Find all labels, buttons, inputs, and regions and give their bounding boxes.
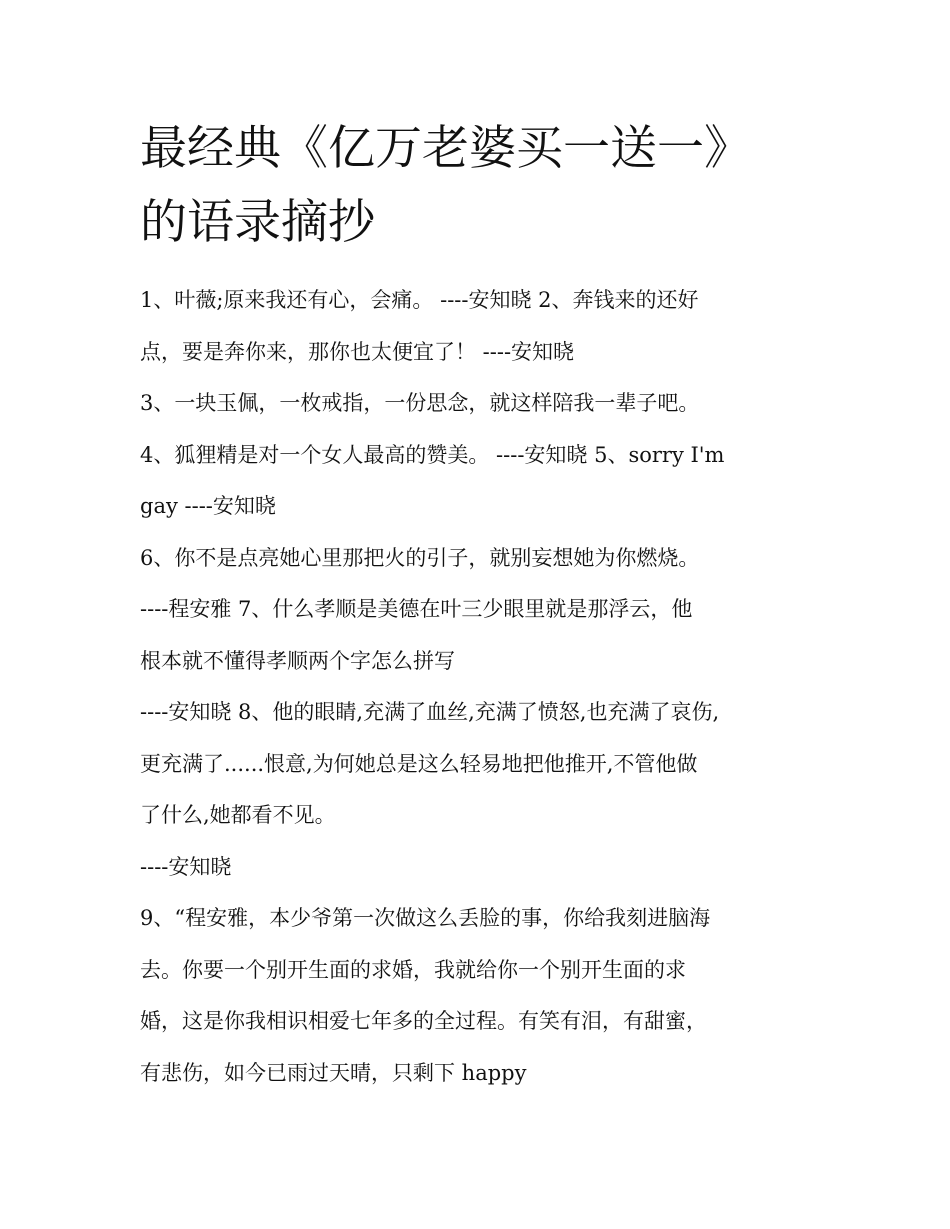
text-line: 婚，这是你我相识相爱七年多的全过程。有笑有泪，有甜蜜， — [140, 1009, 707, 1033]
text-line: ----程安雅 7、什么孝顺是美德在叶三少眼里就是那浮云，他 — [140, 597, 693, 621]
text-line: 去。你要一个别开生面的求婚，我就给你一个别开生面的求 — [140, 957, 686, 982]
text-line: ----安知晓 — [140, 854, 232, 879]
text-line: ----安知晓 8、他的眼睛,充满了血丝,充满了愤怒,也充满了哀伤, — [140, 700, 720, 724]
title-line: 最经典《亿万老婆买一送一》 — [140, 121, 751, 176]
title-line: 的语录摘抄 — [140, 195, 375, 250]
text-line: 6、你不是点亮她心里那把火的引子，就别妄想她为你燃烧。 — [140, 545, 700, 570]
page-title — [140, 112, 820, 260]
text-line: 根本就不懂得孝顺两个字怎么拼写 — [140, 648, 455, 673]
text-line: 更充满了......恨意,为何她总是这么轻易地把他推开,不管他做 — [140, 751, 698, 776]
text-line: 有悲伤，如今已雨过天晴，只剩下 happy — [140, 1060, 527, 1085]
text-line: 9、“程安雅，本少爷第一次做这么丢脸的事，你给我刻进脑海 — [140, 906, 711, 930]
text-line: 了什么,她都看不见。 — [140, 803, 336, 827]
text-line: 1、叶薇;原来我还有心，会痛。 ----安知晓 2、奔钱来的还好 — [140, 288, 699, 312]
quote-list — [140, 275, 820, 1099]
text-line: 4、狐狸精是对一个女人最高的赞美。 ----安知晓 5、sorry I'm — [140, 442, 725, 467]
text-line: 3、一块玉佩，一枚戒指，一份思念，就这样陪我一辈子吧。 — [140, 391, 700, 415]
text-line: 点，要是奔你来，那你也太便宜了！ ----安知晓 — [140, 339, 575, 364]
text-line: gay ----安知晓 — [140, 494, 276, 518]
